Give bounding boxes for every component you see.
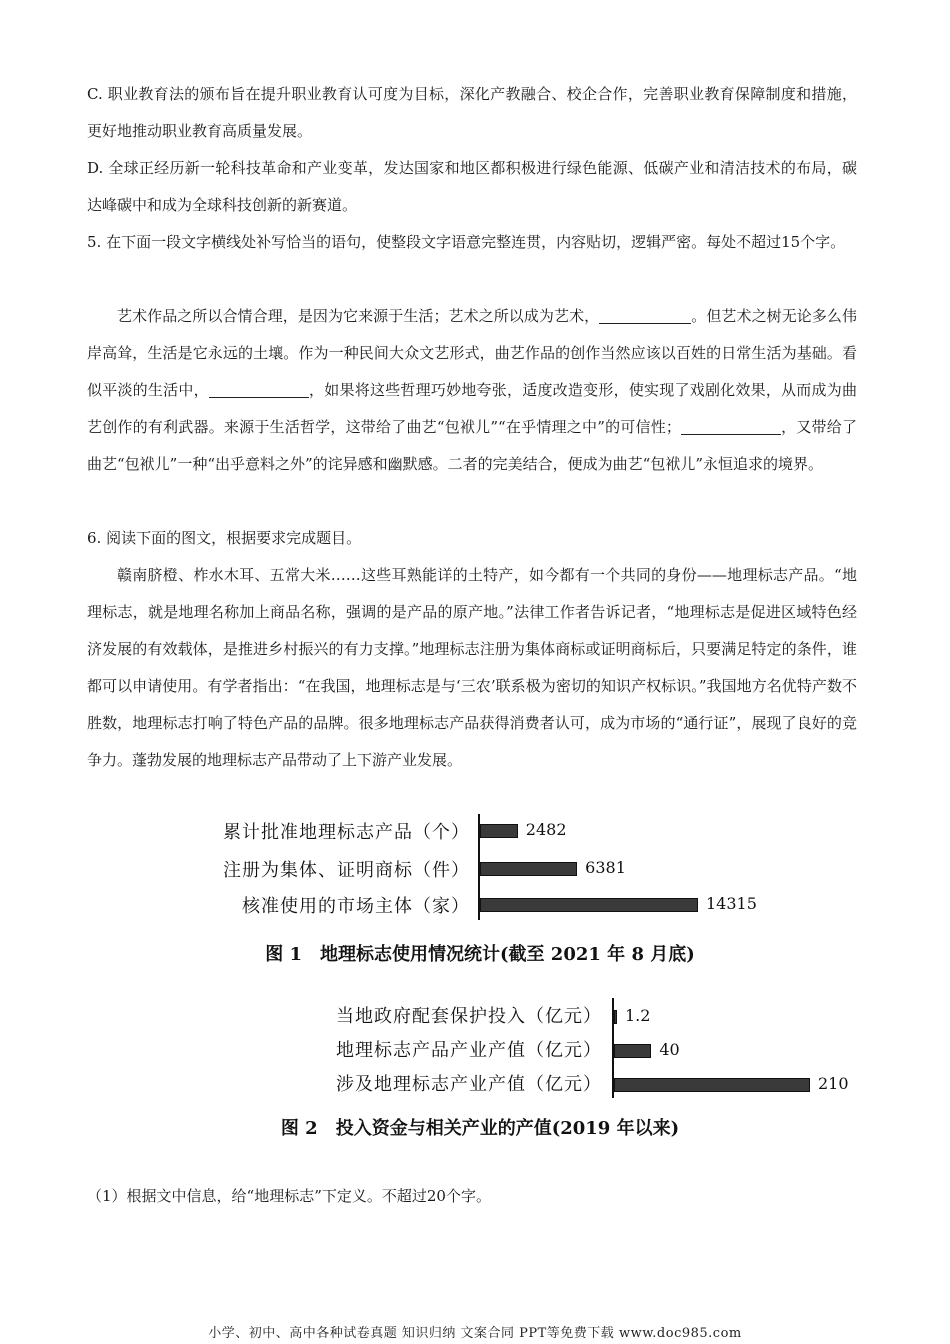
chart2-title: 图 2 投入资金与相关产业的产值(2019 年以来) xyxy=(280,1118,680,1139)
figure-1-chart xyxy=(150,810,810,980)
chart2-bar-1 xyxy=(614,1010,617,1024)
chart2-bar-3 xyxy=(614,1078,810,1092)
option-d: D. 全球正经历新一轮科技革命和产业变革，发达国家和地区都积极进行绿色能源、低碳产业和清洁技术的布局，碳达峰碳中和成为全球科技创新的新赛道。 xyxy=(87,159,857,214)
passage-segment-2: 。但艺术之树无论多么伟岸高耸，生活是它永远的土壤。作为一种民间大众文艺形式，曲艺作品的创作当然应该以百姓的日常生活为基础。看似平淡的生活中， xyxy=(87,307,857,399)
chart1-value-3: 14315 xyxy=(706,894,757,913)
question-6-stem: 6. 阅读下面的图文，根据要求完成题目。 xyxy=(87,529,362,547)
answer-blank-2[interactable] xyxy=(209,382,309,398)
chart1-title: 图 1 地理标志使用情况统计(截至 2021 年 8 月底) xyxy=(265,944,695,965)
question-5-passage xyxy=(87,298,857,483)
answer-blank-1[interactable] xyxy=(599,308,691,324)
chart1-category-2: 注册为集体、证明商标（件） xyxy=(223,860,470,881)
figure-2-chart xyxy=(150,998,849,1148)
passage-segment-1: 艺术作品之所以合情合理，是因为它来源于生活；艺术之所以成为艺术， xyxy=(117,307,600,325)
chart2-value-3: 210 xyxy=(818,1074,849,1093)
chart1-value-1: 2482 xyxy=(525,820,567,839)
chart1-bar-3 xyxy=(480,898,698,912)
question-5-stem: 5. 在下面一段文字横线处补写恰当的语句，使整段文字语意完整连贯，内容贴切，逻辑严密。每处不超过15个字。 xyxy=(87,233,846,251)
chart1-value-2: 6381 xyxy=(585,858,626,877)
chart2-value-2: 40 xyxy=(659,1040,680,1059)
option-c: C. 职业教育法的颁布旨在提升职业教育认可度为目标，深化产教融合、校企合作，完善职业教育保障制度和措施，更好地推动职业教育高质量发展。 xyxy=(87,85,857,140)
question-6-subquestion-1: （1）根据文中信息，给“地理标志”下定义。不超过20个字。 xyxy=(87,1187,491,1205)
chart1-category-3: 核准使用的市场主体（家） xyxy=(242,896,470,917)
chart2-value-1: 1.2 xyxy=(625,1006,651,1025)
chart1-bar-1 xyxy=(480,824,518,838)
chart1-category-1: 累计批准地理标志产品（个） xyxy=(223,822,470,843)
chart1-bar-2 xyxy=(480,862,577,876)
chart2-bar-2 xyxy=(614,1044,651,1058)
passage-segment-3: ，如果将这些哲理巧妙地夸张，适度改造变形，使实现了戏剧化效果，从而成为曲艺创作的有利武器。来源于生活哲学，这带给了曲艺“包袱儿”“在乎情理之中”的可信性； xyxy=(87,381,857,436)
answer-blank-3[interactable] xyxy=(681,419,781,435)
page-footer: 小学、初中、高中各种试卷真题 知识归纳 文案合同 PPT等免费下载 www.doc985.com xyxy=(208,1326,742,1341)
chart2-category-2: 地理标志产品产业产值（亿元） xyxy=(336,1040,602,1061)
passage-segment-4: ，又带给了曲艺“包袱儿”一种“出乎意料之外”的诧异感和幽默感。二者的完美结合，便成为曲艺“包袱儿”永恒追求的境界。 xyxy=(87,418,857,473)
chart2-category-3: 涉及地理标志产业产值（亿元） xyxy=(336,1074,602,1095)
question-6-passage: 赣南脐橙、柞水木耳、五常大米……这些耳熟能详的土特产，如今都有一个共同的身份——地理标志产品。“地理标志，就是地理名称加上商品名称，强调的是产品的原产地。”法律工作者告诉记者，“地理标志是促进区域特色经济发展的有效载体，是推进乡村振兴的有力支撑。”地理标志注册为集体商标或证明商标后，只要满足特定的条件，谁都可以申请使用。有学者指出：“在我国，地理标志是与‘三农’联系极为密切的知识产权标识。”我国地方名优特产数不胜数，地理标志打响了特色产品的品牌。很多地理标志产品获得消费者认可，成为市场的“通行证”，展现了良好的竞争力。蓬勃发展的地理标志产品带动了上下游产业发展。 xyxy=(87,566,857,769)
chart2-category-1: 当地政府配套保护投入（亿元） xyxy=(336,1006,602,1027)
